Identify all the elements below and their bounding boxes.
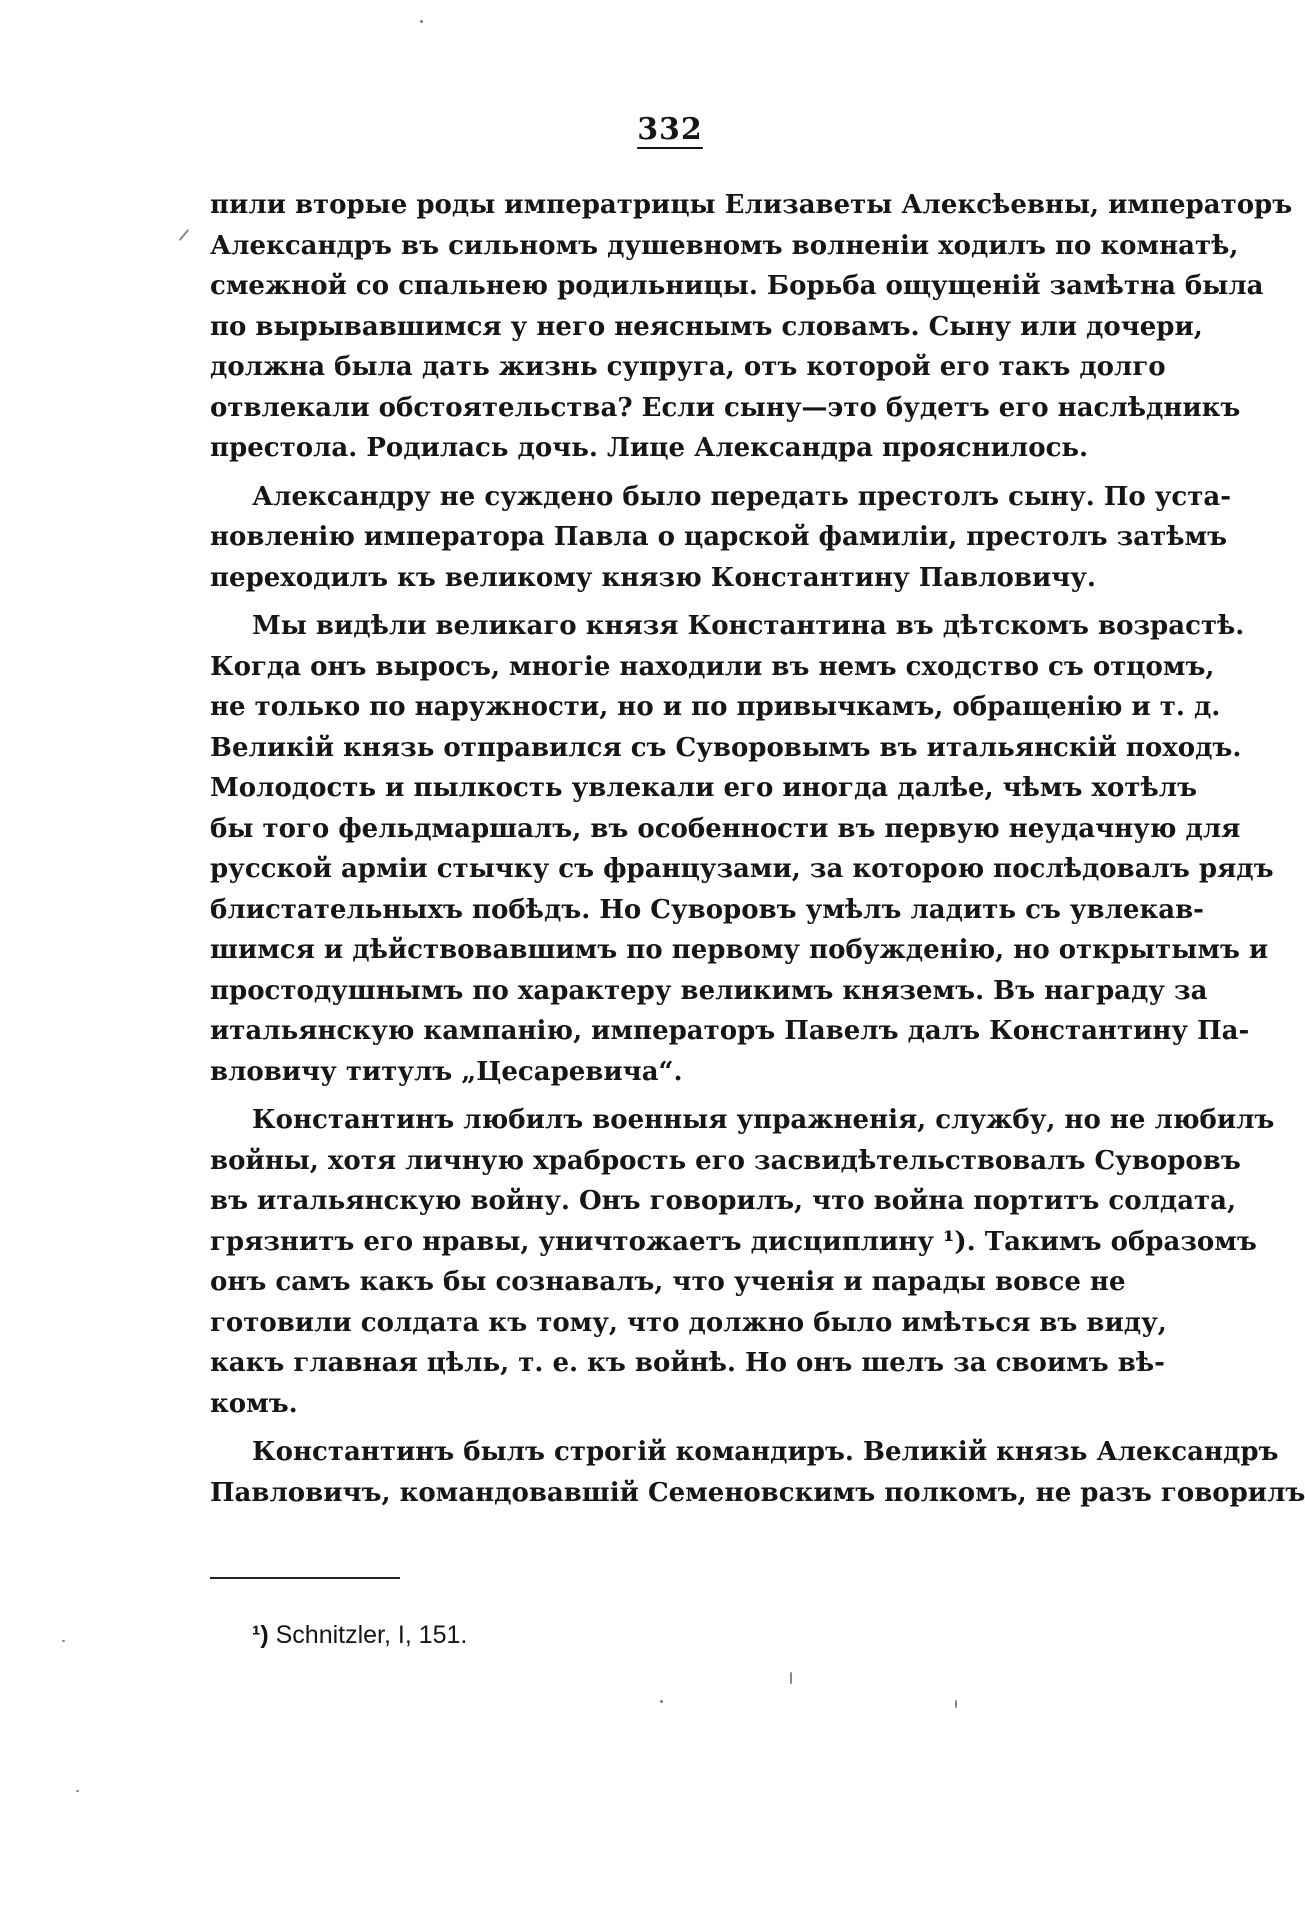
text-line: какъ главная цѣль, т. е. къ войнѣ. Но онъ шелъ за своимъ вѣ- [210, 1348, 1165, 1378]
scan-speck [62, 1640, 65, 1642]
text-line: бы того фельдмаршалъ, въ особенности въ первую неудачную для [210, 813, 1241, 844]
scan-speck [790, 1672, 792, 1684]
text-line: Великій князь отправился съ Суворовымъ въ итальянскій походъ. [210, 732, 1242, 763]
text-line: войны, хотя личную храбрость его засвидѣтельствовалъ Суворовъ [210, 1145, 1241, 1176]
page-number: 332 [637, 112, 703, 147]
text-line: Александръ въ сильномъ душевномъ волненіи ходилъ по комнатѣ, [210, 230, 1239, 261]
text-line: въ итальянскую войну. Онъ говорилъ, что война портитъ солдата, [210, 1186, 1237, 1216]
text-line: русской арміи стычку съ французами, за которою послѣдовалъ рядъ [210, 854, 1274, 884]
footnote-divider [210, 1577, 400, 1579]
text-line: не только по наружности, но и по привычкамъ, обращенію и т. д. [210, 692, 1221, 722]
scan-speck [76, 1790, 79, 1792]
text-line: престола. Родилась дочь. Лице Александра прояснилось. [210, 433, 1089, 463]
scan-speck [955, 1700, 957, 1708]
paragraph-gap [210, 598, 1072, 606]
text-line: блистательныхъ побѣдъ. Но Суворовъ умѣлъ ладить съ увлекав- [210, 894, 1204, 925]
footnote-text: Schnitzler, I, 151. [275, 1621, 468, 1649]
text-line: вловичу титулъ „Цесаревича“. [210, 1056, 683, 1087]
text-line: Павловичъ, командовавшій Семеновскимъ полкомъ, не разъ говорилъ [210, 1477, 1305, 1508]
text-line: Когда онъ выросъ, многіе находили въ немъ сходство съ отцомъ, [210, 651, 1215, 682]
text-line: комъ. [210, 1388, 298, 1419]
text-line: новленію императора Павла о царской фамиліи, престолъ затѣмъ [210, 522, 1228, 552]
paragraph-gap [210, 1424, 1072, 1432]
text-line: по вырывавшимся у него неяснымъ словамъ. Сыну или дочери, [210, 311, 1203, 342]
text-line: Молодость и пылкость увлекали его иногда далѣе, чѣмъ хотѣлъ [210, 773, 1198, 803]
footnote [252, 1618, 467, 1652]
text-line: смежной со спальнею родильницы. Борьба ощущеній замѣтна была [210, 271, 1264, 301]
scan-speck [179, 229, 190, 241]
text-line: онъ самъ какъ бы сознавалъ, что ученія и парады вовсе не [210, 1267, 1126, 1297]
paragraph-gap [210, 1092, 1072, 1100]
body-text [210, 185, 1305, 1513]
text-line: грязнитъ его нравы, уничтожаетъ дисциплину ¹). Такимъ образомъ [210, 1226, 1257, 1257]
text-line: пили вторые роды императрицы Елизаветы Алексѣевны, императоръ [210, 190, 1293, 220]
scan-speck [660, 1700, 663, 1703]
text-line: переходилъ къ великому князю Константину Павловичу. [210, 562, 1096, 593]
text-line: Константинъ былъ строгій командиръ. Великій князь Александръ [252, 1437, 1279, 1467]
scan-speck [420, 20, 423, 23]
text-line: должна была дать жизнь супруга, отъ которой его такъ долго [210, 352, 1166, 382]
text-line: Александру не суждено было передать престолъ сыну. По уста- [252, 481, 1231, 512]
text-line: Мы видѣли великаго князя Константина въ дѣтскомъ возрастѣ. [252, 611, 1245, 641]
footnote-marker: ¹) [252, 1621, 269, 1649]
text-line: простодушнымъ по характеру великимъ княземъ. Въ награду за [210, 975, 1208, 1006]
text-line: отвлекали обстоятельства? Если сыну—это будетъ его наслѣдникъ [210, 392, 1241, 423]
text-line: Константинъ любилъ военныя упражненія, службу, но не любилъ [252, 1105, 1275, 1135]
text-line: шимся и дѣйствовавшимъ по первому побужденію, но открытымъ и [210, 935, 1269, 965]
text-line: готовили солдата къ тому, что должно было имѣться въ виду, [210, 1307, 1167, 1338]
text-line: итальянскую кампанію, императоръ Павелъ далъ Константину Па- [210, 1016, 1250, 1046]
paragraph-gap [210, 469, 1072, 477]
